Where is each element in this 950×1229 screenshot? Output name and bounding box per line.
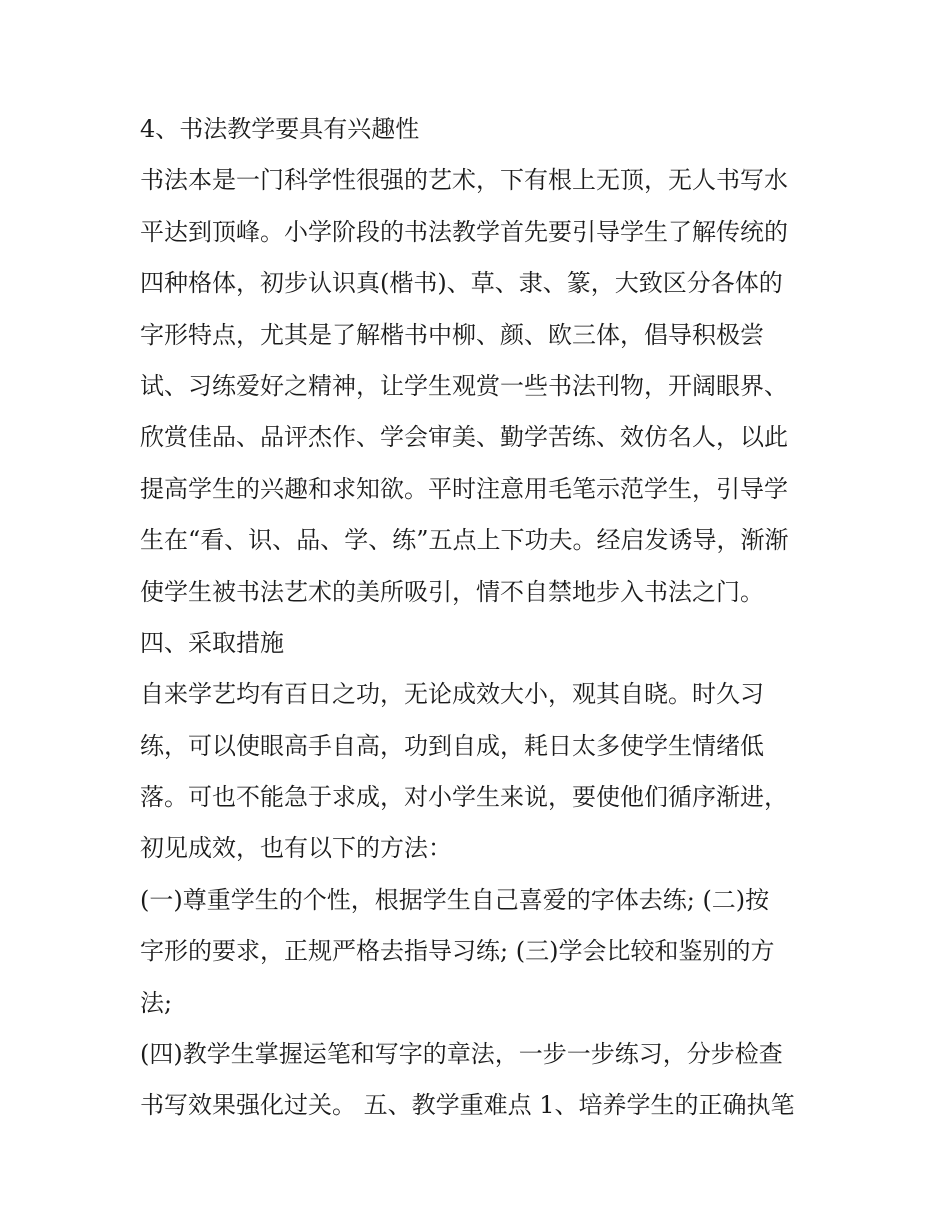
section-heading-measures: 四、采取措施 [140, 628, 284, 657]
paragraph-line: 书法本是一门科学性很强的艺术，下有根上无顶，无人书写水 [140, 166, 788, 195]
paragraph-line: 四种格体，初步认识真(楷书)、草、隶、篆，大致区分各体的 [140, 269, 783, 298]
paragraph-line: 试、习练爱好之精神，让学生观赏一些书法刊物，开阔眼界、 [140, 371, 788, 400]
paragraph-line: 初见成效，也有以下的方法： [140, 834, 452, 863]
document-body [140, 104, 820, 1132]
section-heading-interest: 4、书法教学要具有兴趣性 [140, 115, 420, 143]
list-line: 字形的要求，正规严格去指导习练; (三)学会比较和鉴别的方 [140, 937, 775, 966]
paragraph-line: 使学生被书法艺术的美所吸引，情不自禁地步入书法之门。 [140, 577, 764, 606]
paragraph-line: 提高学生的兴趣和求知欲。平时注意用毛笔示范学生，引导学 [140, 474, 788, 503]
list-line: (四)教学生掌握运笔和写字的章法，一步一步练习，分步检查 [140, 1040, 783, 1069]
paragraph-line: 欣赏佳品、品评杰作、学会审美、勤学苦练、效仿名人，以此 [140, 423, 788, 452]
paragraph-line: 落。可也不能急于求成，对小学生来说，要使他们循序渐进， [140, 783, 788, 812]
paragraph-line: 自来学艺均有百日之功，无论成效大小，观其自晓。时久习 [140, 680, 764, 709]
paragraph-line: 练，可以使眼高手自高，功到自成，耗日太多使学生情绪低 [140, 731, 764, 760]
paragraph-line: 平达到顶峰。小学阶段的书法教学首先要引导学生了解传统的 [140, 217, 788, 246]
paragraph-line: 生在“看、识、品、学、练”五点上下功夫。经启发诱导，渐渐 [140, 526, 789, 555]
list-line: 书写效果强化过关。 五、教学重难点 1、培养学生的正确执笔 [140, 1091, 795, 1120]
list-line: (一)尊重学生的个性，根据学生自己喜爱的字体去练; (二)按 [140, 885, 770, 914]
paragraph-line: 字形特点，尤其是了解楷书中柳、颜、欧三体，倡导积极尝 [140, 320, 764, 349]
list-line: 法; [140, 988, 173, 1017]
